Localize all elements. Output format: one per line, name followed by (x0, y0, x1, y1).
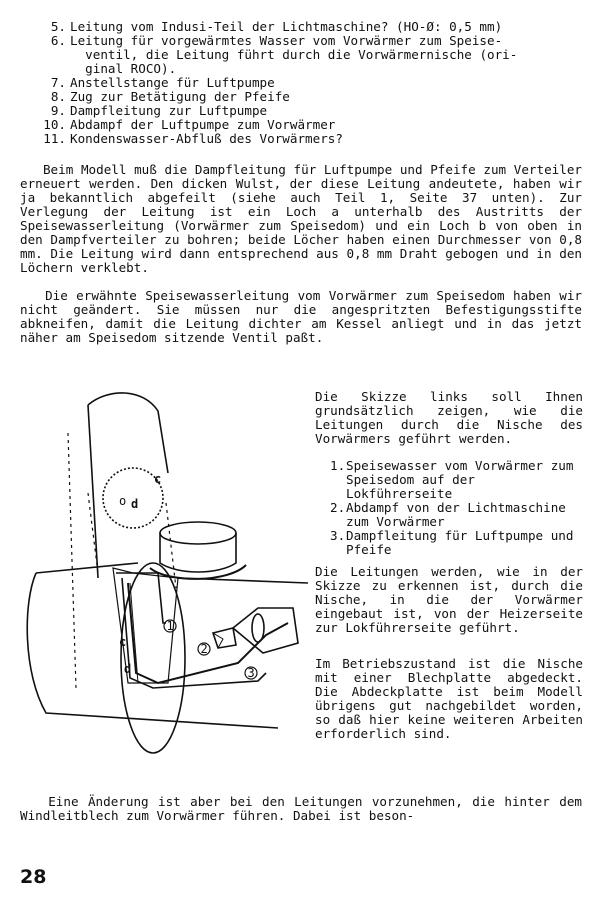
list-item-text: Leitung für vorgewärmtes Wasser vom Vorwärmer zum Speise- ventil, die Leitung führt durch die Vorwärmernische (ori- ginal ROCO). (70, 33, 518, 76)
label-c-top: c (154, 472, 162, 486)
list-item (40, 76, 585, 90)
label-circle-2: 2 (200, 642, 208, 656)
sketch-caption: Die Skizze links soll Ihnen grundsätzlich zeigen, wie die Leitungen durch die Nische des Vorwärmers geführt werden. (315, 389, 583, 446)
legend-item-number: 2. (330, 500, 346, 515)
list-item-text: Abdampf der Luftpumpe zum Vorwärmer (70, 117, 336, 132)
list-item-text: Dampfleitung zur Luftpumpe (70, 103, 268, 118)
label-c-left: c (119, 635, 127, 649)
list-item-text: Leitung vom Indusi-Teil der Lichtmaschine? (HO-Ø: 0,5 mm) (70, 19, 503, 34)
paragraph-windleitblech: Eine Änderung ist aber bei den Leitungen vorzunehmen, die hinter dem Windleitblech zum Vorwärmer führen. Dabei ist beson- (20, 794, 590, 823)
label-circle-1: 1 (166, 619, 174, 633)
label-d-top: d (131, 497, 139, 511)
label-d-left: d (124, 662, 132, 676)
paragraph-dampfleitung: Beim Modell muß die Dampfleitung für Luftpumpe und Pfeife zum Verteiler erneuert werden. Den dicken Wulst, der diese Leitung andeutete, haben wir ja bekanntlich abgefeilt (siehe auch Teil 1, Seite 37 unten). Zur Verlegung der Leitung ist ein Loch a unterhalb des Austritts der Speisewasserleitung (Vorwärmer zum Speisedom) und ein Loch b von oben in den Dampfverteiler zu bohren; beide Löcher haben einen Durchmesser von 0,8 mm. Die Leitung wird dann entsprechend aus 0,8 mm Draht gebogen und in den Löchern verklebt. (20, 162, 590, 275)
legend-item-text: Abdampf von der Lichtmaschine zum Vorwärmer (346, 500, 566, 529)
legend-item (330, 459, 583, 501)
page-number: 28 (20, 866, 47, 888)
list-item (40, 90, 585, 104)
list-item-text: Anstellstange für Luftpumpe (70, 75, 275, 90)
list-item-text: Kondenswasser-Abfluß des Vorwärmers? (70, 131, 343, 146)
feedwater-dome (160, 522, 236, 544)
list-item-number: 11. (43, 131, 66, 146)
list-item-number: 6. (50, 33, 66, 48)
paragraph-leitungen-nische: Die Leitungen werden, wie in der Skizze zu erkennen ist, durch die Nische, in die der Vorwärmer eingebaut ist, von der Heizerseite zur Lokführerseite geführt. (315, 564, 583, 635)
pipe-steam (122, 578, 266, 688)
pipe-sketch-diagram (18, 383, 310, 783)
list-item-number: 10. (43, 117, 66, 132)
legend-item (330, 501, 583, 529)
list-item (40, 132, 585, 146)
legend-item-number: 1. (330, 458, 346, 473)
sketch-legend (330, 459, 583, 557)
list-item-number: 8. (50, 89, 66, 104)
boiler-body (27, 563, 308, 728)
list-item (40, 34, 585, 76)
list-item (40, 20, 585, 34)
list-item (40, 118, 585, 132)
component-list (40, 20, 585, 146)
label-circle-3: 3 (247, 666, 255, 680)
list-item-number: 7. (50, 75, 66, 90)
legend-item-text: Speisewasser vom Vorwärmer zum Speisedom auf der Lokführerseite (346, 458, 574, 501)
list-item-number: 5. (50, 19, 66, 34)
paragraph-speisewasserleitung: Die erwähnte Speisewasserleitung vom Vorwärmer zum Speisedom haben wir nicht geändert. Sie müssen nur die angespritzten Befestigungsstifte abkneifen, damit die Leitung dichter am Kessel anliegt und in das jetzt näher am Speisedom sitzende Ventil paßt. (20, 288, 590, 345)
legend-item-number: 3. (330, 528, 346, 543)
legend-item (330, 529, 583, 557)
list-item (40, 104, 585, 118)
list-item-text: Zug zur Betätigung der Pfeife (70, 89, 290, 104)
paragraph-betriebszustand: Im Betriebszustand ist die Nische mit einer Blechplatte abgedeckt. Die Abdeckplatte ist beim Modell übrigens gut nachgebildet worden, so daß hier keine weiteren Arbeiten erforderlich sind. (315, 656, 583, 741)
list-item-number: 9. (50, 103, 66, 118)
generator (233, 608, 298, 653)
label-o-top: o (119, 494, 127, 508)
legend-item-text: Dampfleitung für Luftpumpe und Pfeife (346, 528, 574, 557)
